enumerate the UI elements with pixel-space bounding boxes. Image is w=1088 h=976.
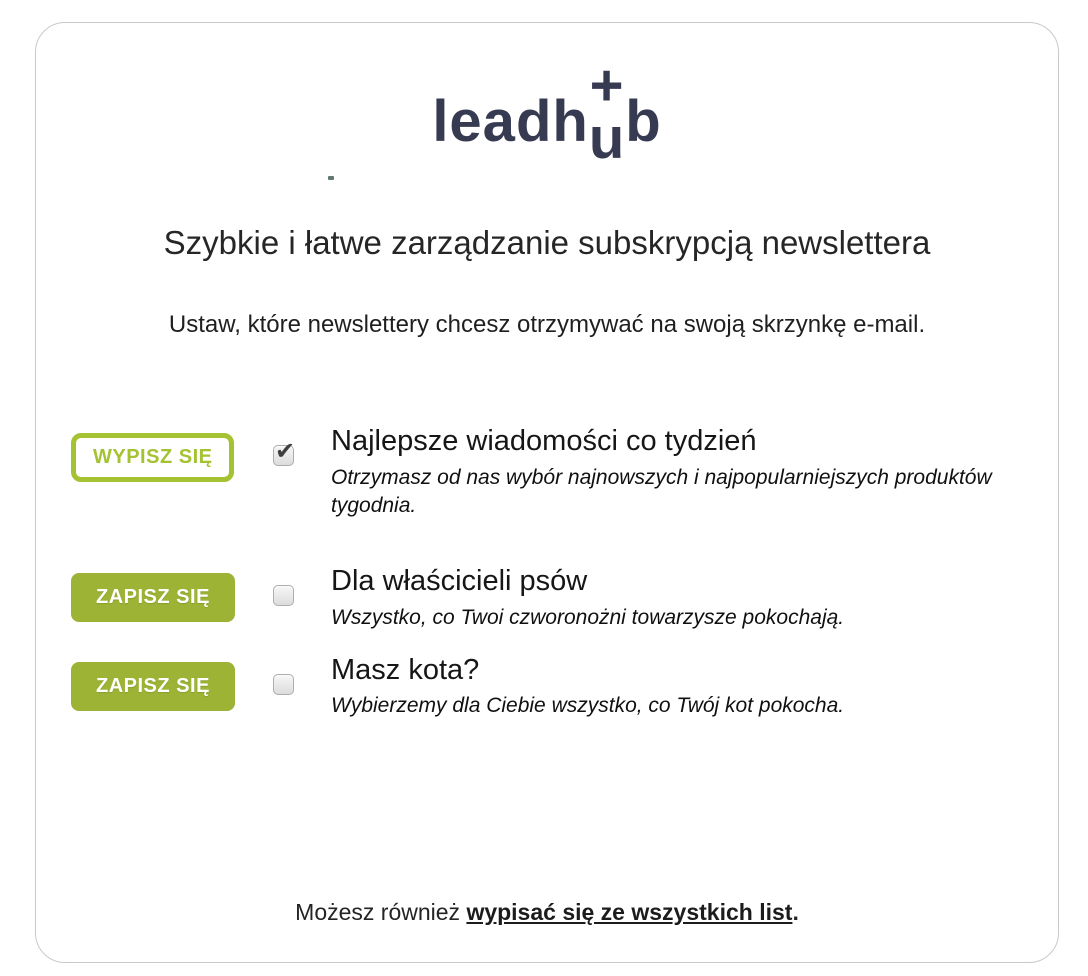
page-subtitle: Ustaw, które newslettery chcesz otrzymywać na swoją skrzynkę e-mail. [168,310,926,338]
newsletter-checkbox[interactable] [273,438,296,466]
checkmark-icon: ✔ [275,438,296,466]
checkbox-column [256,654,311,695]
newsletter-row [71,565,998,632]
newsletter-description: Wszystko, co Twoi czworonożni towarzysze pokochają. [331,605,845,629]
footer-prefix: Możesz również [295,899,467,925]
newsletter-info [331,565,998,632]
logo-text-b: b [625,89,662,154]
footer-note [36,899,1058,926]
newsletter-checkbox[interactable] [273,674,294,695]
page-title: Szybkie i łatwe zarządzanie subskrypcją newslettera [163,224,931,261]
newsletter-description: Otrzymasz od nas wybór najnowszych i najpopularniejszych produktów tygodnia. [331,465,992,518]
stray-pixel-dot [328,176,334,180]
newsletter-info [331,654,998,721]
logo-text-lead: leadh [432,89,589,154]
unsubscribe-all-link[interactable]: wypisać się ze wszystkich list [466,899,793,925]
newsletter-description: Wybierzemy dla Ciebie wszystko, co Twój kot pokocha. [331,694,845,718]
newsletter-title: Masz kota? [331,654,480,687]
newsletter-info [331,425,998,520]
leadhub-logo [36,53,1058,172]
newsletter-row [71,425,998,520]
footer-suffix: . [792,899,799,925]
unsubscribe-button[interactable]: WYPISZ SIĘ [71,433,234,482]
logo-text-u: u [588,106,626,172]
plus-icon: + [589,53,625,119]
newsletter-title: Najlepsze wiadomości co tydzień [331,425,757,458]
button-column [71,654,256,711]
subscription-card [35,22,1059,963]
subscribe-button[interactable]: ZAPISZ SIĘ [71,662,235,711]
newsletter-list [36,425,1058,720]
button-column [71,425,256,482]
newsletter-title: Dla właścicieli psów [331,565,588,598]
checkbox-column [256,425,311,466]
checkbox-column [256,565,311,606]
logo-hub-mark [588,53,626,172]
newsletter-row [71,654,998,721]
subscribe-button[interactable]: ZAPISZ SIĘ [71,573,235,622]
newsletter-checkbox[interactable] [273,585,294,606]
button-column [71,565,256,622]
